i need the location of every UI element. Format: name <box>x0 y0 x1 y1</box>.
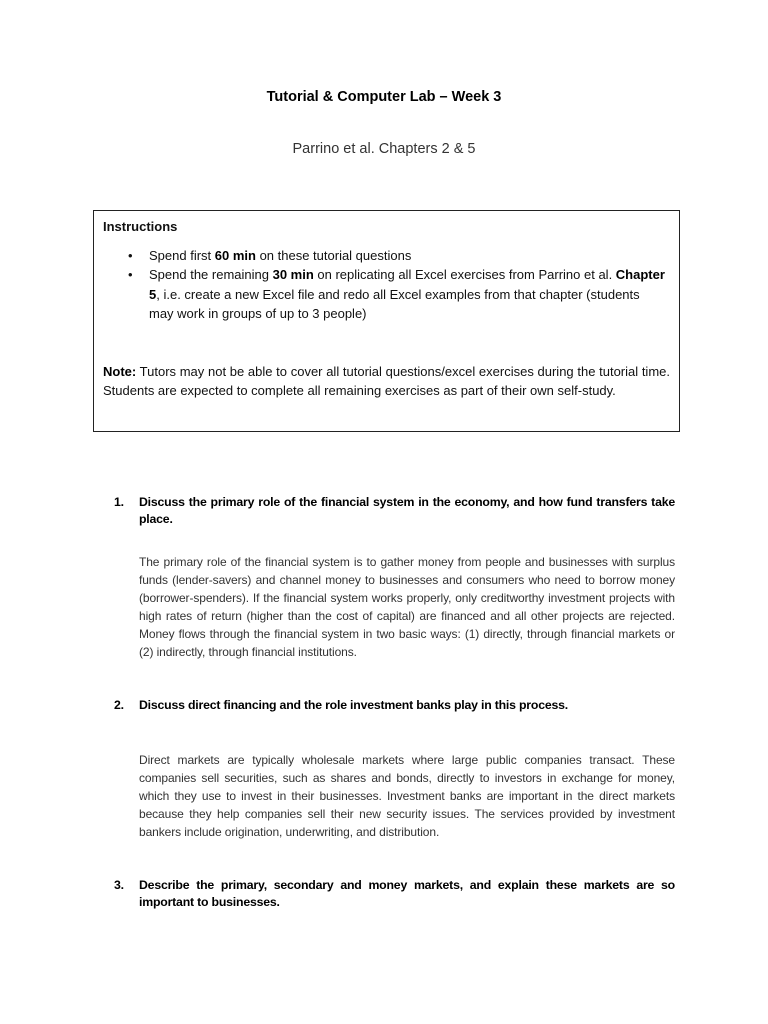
instructions-list <box>103 246 670 324</box>
question-text: Discuss the primary role of the financial system in the economy, and how fund transfers take place. <box>139 495 675 526</box>
instruction-text: on replicating all Excel exercises from Parrino et al. <box>313 267 616 282</box>
note-text: Tutors may not be able to cover all tutorial questions/excel exercises during the tutorial time. Students are expected to complete all remaining exercises as part of their own self-study. <box>103 363 670 398</box>
instructions-box <box>93 210 680 432</box>
answer-2: Direct markets are typically wholesale markets where large public companies transact. These companies sell securities, such as shares and bonds, directly to investors in exchange for money, which they use to invest in their businesses. Investment banks are important in the direct markets because they help companies sell their new security issues. The services provided by investment bankers include origination, underwriting, and distribution. <box>139 753 675 839</box>
instruction-text: Spend the remaining <box>149 267 273 282</box>
instruction-item <box>103 246 670 266</box>
instruction-emphasis: Chapter 5 <box>149 267 665 302</box>
question-number: 1. <box>114 495 124 509</box>
answer-1: The primary role of the financial system is to gather money from people and businesses with surplus funds (lender-savers) and channel money to businesses and consumers who need to borrow money (borrower-spenders). If the financial system works properly, only creditworthy investment projects with high rates of return (higher than the cost of capital) are financed and all other projects are rejected. Money flows through the financial system in two basic ways: (1) directly, through financial markets or (2) indirectly, through financial institutions. <box>139 555 675 659</box>
bullet-icon: • <box>128 247 133 263</box>
question-2 <box>114 697 675 714</box>
instruction-text: Spend first <box>149 247 215 263</box>
page-title: Tutorial & Computer Lab – Week 3 <box>266 89 502 105</box>
instruction-text: , i.e. create a new Excel file and redo all Excel examples from that chapter (students may work in groups of up to 3 people) <box>149 286 640 321</box>
page-subtitle: Parrino et al. Chapters 2 & 5 <box>292 141 476 157</box>
instruction-item <box>103 265 670 324</box>
question-number: 2. <box>114 698 124 712</box>
question-number: 3. <box>114 878 124 892</box>
question-1 <box>114 494 675 528</box>
instruction-emphasis: 60 min <box>214 247 256 263</box>
instructions-note <box>103 362 670 401</box>
bullet-icon: • <box>128 267 133 282</box>
question-text: Describe the primary, secondary and money markets, and explain these markets are so important to businesses. <box>139 878 675 909</box>
question-3 <box>114 877 675 911</box>
question-text: Discuss direct financing and the role investment banks play in this process. <box>139 698 568 712</box>
instruction-text: on these tutorial questions <box>255 247 412 263</box>
instruction-emphasis: 30 min <box>272 267 314 282</box>
note-label: Note: <box>103 363 137 379</box>
instructions-heading: Instructions <box>103 219 178 234</box>
